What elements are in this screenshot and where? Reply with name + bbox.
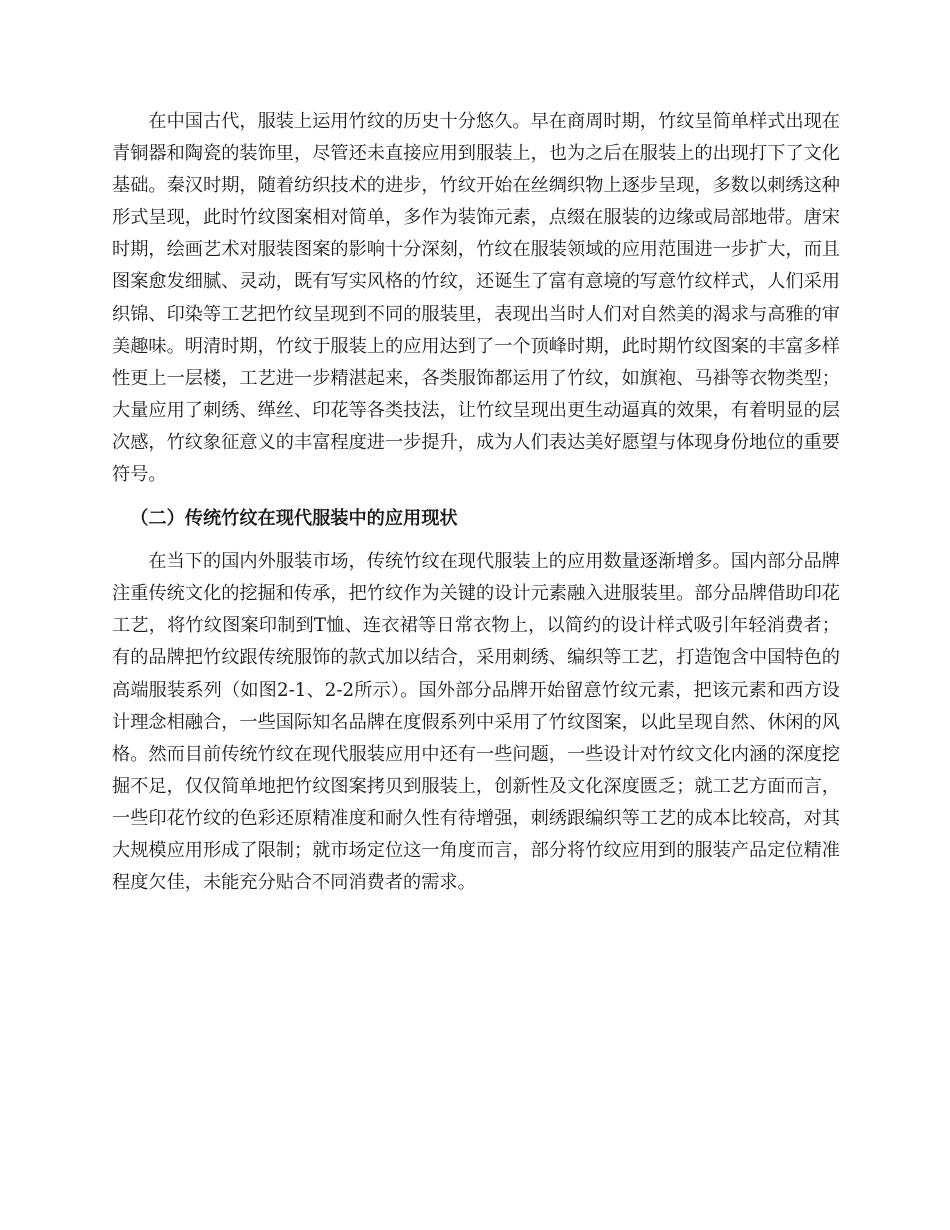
section-heading: （二）传统竹纹在现代服装中的应用现状 [130,508,458,530]
body-paragraph-status: 在当下的国内外服装市场，传统竹纹在现代服装上的应用数量逐渐增多。国内部分品牌注重传统文化的挖掘和传承，把竹纹作为关键的设计元素融入进服装里。部分品牌借助印花工艺，将竹纹图案印制到T恤、连衣裙等日常衣物上，以简约的设计样式吸引年轻消费者；有的品牌把竹纹跟传统服饰的款式加以结合，采用刺绣、编织等工艺，打造饱含中国特色的高端服装系列（如图2-1、2-2所示）。国外部分品牌开始留意竹纹元素，把该元素和西方设计理念相融合，一些国际知名品牌在度假系列中采用了竹纹图案，以此呈现自然、休闲的风格。然而目前传统竹纹在现代服装应用中还有一些问题，一些设计对竹纹文化内涵的深度挖掘不足，仅仅简单地把竹纹图案拷贝到服装上，创新性及文化深度匮乏；就工艺方面而言，一些印花竹纹的色彩还原精准度和耐久性有待增强，刺绣跟编织等工艺的成本比较高，对其大规模应用形成了限制；就市场定位这一角度而言，部分将竹纹应用到的服装产品定位精准程度欠佳，未能充分贴合不同消费者的需求。 [112,551,840,894]
document-page [112,106,840,899]
body-paragraph-history: 在中国古代，服装上运用竹纹的历史十分悠久。早在商周时期，竹纹呈简单样式出现在青铜器和陶瓷的装饰里，尽管还未直接应用到服装上，也为之后在服装上的出现打下了文化基础。秦汉时期，随着纺织技术的进步，竹纹开始在丝绸织物上逐步呈现，多数以刺绣这种形式呈现，此时竹纹图案相对简单，多作为装饰元素，点缀在服装的边缘或局部地带。唐宋时期，绘画艺术对服装图案的影响十分深刻，竹纹在服装领域的应用范围进一步扩大，而且图案愈发细腻、灵动，既有写实风格的竹纹，还诞生了富有意境的写意竹纹样式，人们采用织锦、印染等工艺把竹纹呈现到不同的服装里，表现出当时人们对自然美的渴求与高雅的审美趣味。明清时期，竹纹于服装上的应用达到了一个顶峰时期，此时期竹纹图案的丰富多样性更上一层楼，工艺进一步精湛起来，各类服饰都运用了竹纹，如旗袍、马褂等衣物类型；大量应用了刺绣、缂丝、印花等各类技法，让竹纹呈现出更生动逼真的效果，有着明显的层次感，竹纹象征意义的丰富程度进一步提升，成为人们表达美好愿望与体现身份地位的重要符号。 [112,111,840,486]
